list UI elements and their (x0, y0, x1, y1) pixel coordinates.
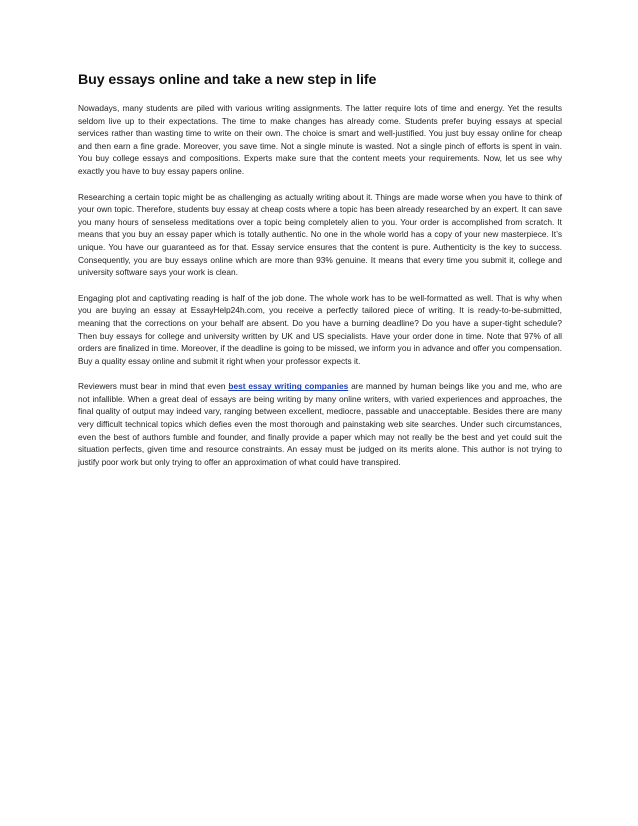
paragraph-4 (78, 380, 562, 468)
paragraph-2: Researching a certain topic might be as challenging as actually writing about it. Things are made worse when you have to think of your own topic. Therefore, students buy essay at cheap costs where a topic has been already researched by an expert. It can save you many hours of senseless meditations over a topic being completely alien to you. Your order is accomplished from scratch. It means that you buy an essay paper which is totally authentic. No one in the whole world has a copy of your new masterpiece. It’s unique. You have our guaranteed as for that. Essay service ensures that the content is pure. Authenticity is the key to success. Consequently, you are buy essays online which are more than 93% genuine. It means that every time you submit it, college and university software says your work is clean. (78, 191, 562, 278)
best-essay-writing-companies-link[interactable]: best essay writing companies (228, 381, 349, 392)
paragraph-1: Nowadays, many students are piled with various writing assignments. The latter require lots of time and energy. Yet the results seldom live up to their expectations. The time to make changes has already come. Students prefer buying essays at special services rather than wasting time to write on their own. The choice is smart and well-justified. You just buy essay online for cheap and then earn a fine grade. Moreover, you save time. Not a single minute is wasted. Not a single pinch of efforts is spent in vain. You buy college essays and compositions. Experts make sure that the content meets your requirements. Now, let us see why exactly you have to buy essay papers online. (78, 103, 562, 176)
paragraph-3: Engaging plot and captivating reading is half of the job done. The whole work has to be well-formatted as well. That is why when you are buying an essay at EssayHelp24h.com, you receive a perfectly tailored piece of writing. It is ready-to-be-submitted, meaning that the corrections on your behalf are absent. Do you have a burning deadline? Do you have a super-tight schedule? Then buy essays for college and university written by UK and US specialists. Have your order done in time. Note that 97% of all orders are finalized in time. Moreover, if the deadline is going to be missed, we inform you in advance and offer you compensation. Buy a quality essay online and submit it right when your professor expects it. (78, 292, 562, 366)
document-title: Buy essays online and take a new step in life (78, 72, 377, 88)
paragraph-4-body: are manned by human beings like you and me, who are not infallible. When a great deal of essays are being writing by many online writers, with varied experiences and approaches, the final quality of output may indeed vary, ranging between excellent, mediocre, passable and unacceptable. Besides there are many very difficult technical topics which defies even the most thorough and painstaking web site searches. Under such circumstances, even the best of authors fumble and founder, and finally provide a paper which may not really be the best and yet could suit the situation perfects, given time and resource constraints. An essay must be judged on its merits alone. This author is not trying to justify poor work but only trying to offer an approximation of what could have transpired. (78, 381, 563, 467)
paragraph-4-intro: Reviewers must bear in mind that even (78, 381, 229, 392)
document-page (78, 72, 562, 481)
